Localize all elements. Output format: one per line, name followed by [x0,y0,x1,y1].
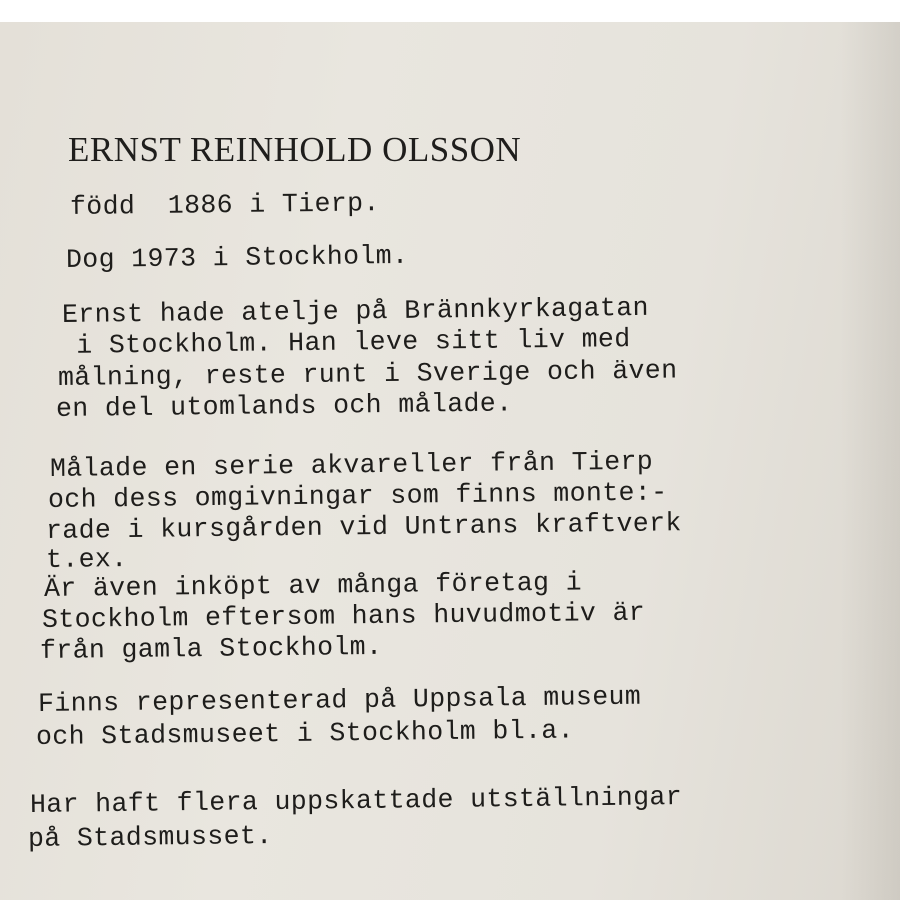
paragraph-line: och dess omgivningar som finns monte:- [47,477,668,515]
paragraph-line: Ernst hade atelje på Brännkyrkagatan [61,292,650,330]
paragraph-line: Har haft flera uppskattade utställningar [29,782,683,820]
paragraph-line: Finns representerad på Uppsala museum [37,681,642,719]
birth-line: född 1886 i Tierp. [69,188,380,222]
paragraph-line: t.ex. [45,544,128,575]
paragraph-line: från gamla Stockholm. [39,631,383,666]
paragraph-line: i Stockholm. Han leve sitt liv med [59,324,631,361]
paragraph-line: och Stadsmuseet i Stockholm bl.a. [35,715,575,752]
page-shadow [840,22,900,900]
paragraph-line: Målade en serie akvareller från Tierp [49,446,654,484]
paragraph-line: Stockholm eftersom hans huvudmotiv är [41,597,646,635]
death-line: Dog 1973 i Stockholm. [65,240,409,275]
paragraph-line: en del utomlands och målade. [55,388,513,424]
paragraph-line: rade i kursgården vid Untrans kraftverk [45,508,682,546]
page-title: ERNST REINHOLD OLSSON [68,130,522,169]
paragraph-line: på Stadsmusset. [27,821,273,854]
document-photo [0,22,900,900]
paragraph-line: målning, reste runt i Sverige och även [57,355,678,393]
paragraph-line: Är även inköpt av många företag i [43,567,583,604]
